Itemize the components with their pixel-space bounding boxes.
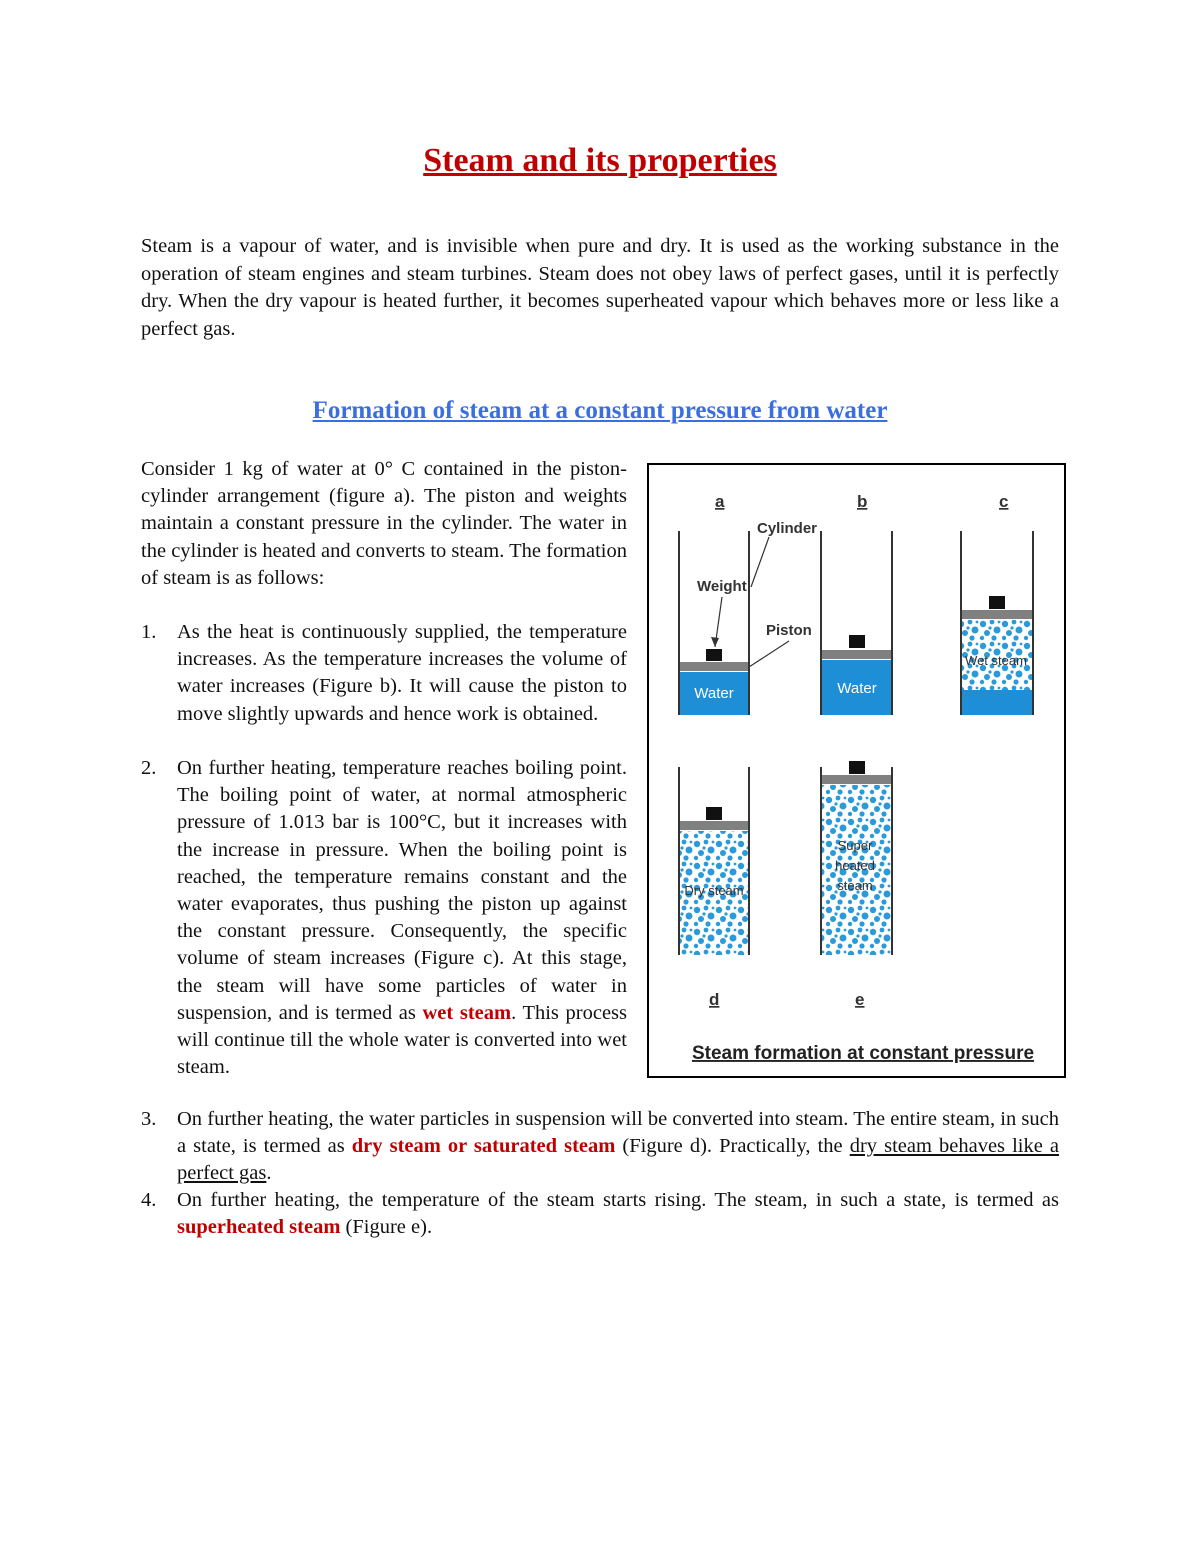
list-item-text: On further heating, the temperature of the steam starts rising. The steam, in such a state, is termed as: [177, 1189, 1059, 1211]
piston-annotation: Piston: [766, 622, 812, 639]
cylinder-c: [961, 531, 1033, 715]
cylinder-a: [679, 531, 749, 715]
figure-caption: Steam formation at constant pressure: [691, 1043, 1035, 1064]
figure-label-e: e: [855, 990, 865, 1009]
figure-label-a: a: [715, 492, 725, 511]
page-title: Steam and its properties: [423, 142, 777, 179]
cylinder-b: [821, 531, 892, 715]
list-item: [141, 1106, 1059, 1188]
list-item-text: As the heat is continuously supplied, the temperature increases. As the temperature increases the volume of water increases (Figure b). It will cause the piston to move slightly upwards and hence work is obtained.: [177, 621, 627, 725]
intro-paragraph: Steam is a vapour of water, and is invisible when pure and dry. It is used as the working substance in the operation of steam engines and steam turbines. Steam does not obey laws of perfect gases, until it is perfectly dry. When the dry vapour is heated further, it becomes superheated vapour which behaves more or less like a perfect gas.: [141, 235, 1059, 340]
list-item: [141, 755, 628, 1081]
list-item-text-tail: . This process will continue till the whole water is converted into wet steam.: [177, 1001, 628, 1079]
cylinder-e: [821, 761, 892, 955]
dry-steam-label: Dry steam: [684, 883, 744, 898]
figure-label-b: b: [857, 492, 868, 511]
section-heading: Formation of steam at a constant pressure from water: [312, 397, 888, 424]
list-item-text: On further heating, the water particles in suspension will be converted into steam. The entire steam, in such a state, is termed as: [177, 1108, 1059, 1158]
list-item-text-tail: .: [266, 1162, 272, 1185]
list-item-text: On further heating, temperature reaches boiling point. The boiling point of water, at normal atmospheric pressure of 1.013 bar is 100°C, but it increases with the increase in pressure. When the boiling point is reached, the temperature remains constant and the water evaporates, thus pushing the piston up against the constant pressure. Consequently, the specific volume of steam increases (Figure c). At this stage, the steam will have some particles of water in suspension, and is termed as: [177, 757, 627, 1024]
list-item-number: 4.: [141, 1189, 157, 1211]
weight-arrow-head: [711, 637, 719, 647]
underlined-phrase: dry steam behaves like a perfect gas: [177, 1135, 1059, 1185]
list-item-number: 1.: [141, 621, 157, 643]
dry-steam-term: dry steam or saturated steam: [351, 1135, 616, 1158]
cylinder-d: [679, 767, 749, 955]
cylinder-annotation: Cylinder: [757, 520, 818, 537]
piston-arrow: [749, 641, 789, 667]
water-label-b: Water: [837, 680, 877, 697]
wet-steam-label: Wet steam: [965, 653, 1027, 668]
superheated-steam-term: superheated steam: [177, 1216, 341, 1239]
water-label-a: Water: [694, 685, 734, 702]
superheated-label-line-2: heated: [835, 858, 875, 873]
weight-annotation: Weight: [697, 578, 747, 595]
superheated-label-line-3: steam: [837, 878, 873, 893]
list-item-text-middle: (Figure d). Practically, the: [615, 1135, 850, 1158]
list-item-text-tail: (Figure e).: [340, 1216, 433, 1239]
steam-formation-figure: [647, 463, 1066, 1078]
consider-paragraph: Consider 1 kg of water at 0° C contained in the piston-cylinder arrangement (figure a). The piston and weights maintain a constant pressure in the cylinder. The water in the cylinder is heated and converts to steam. The formation of steam is as follows:: [141, 458, 627, 589]
list-item: [141, 619, 627, 728]
figure-label-c: c: [999, 492, 1009, 511]
list-item-number: 3.: [141, 1108, 157, 1130]
superheated-label-line-1: Super: [837, 838, 873, 853]
wet-steam-term: wet steam: [422, 1001, 512, 1024]
cylinder-arrow: [751, 537, 769, 587]
list-item: [141, 1187, 1059, 1241]
figure-diagram: [649, 465, 1064, 1076]
list-item-number: 2.: [141, 757, 157, 779]
figure-label-d: d: [709, 990, 720, 1009]
